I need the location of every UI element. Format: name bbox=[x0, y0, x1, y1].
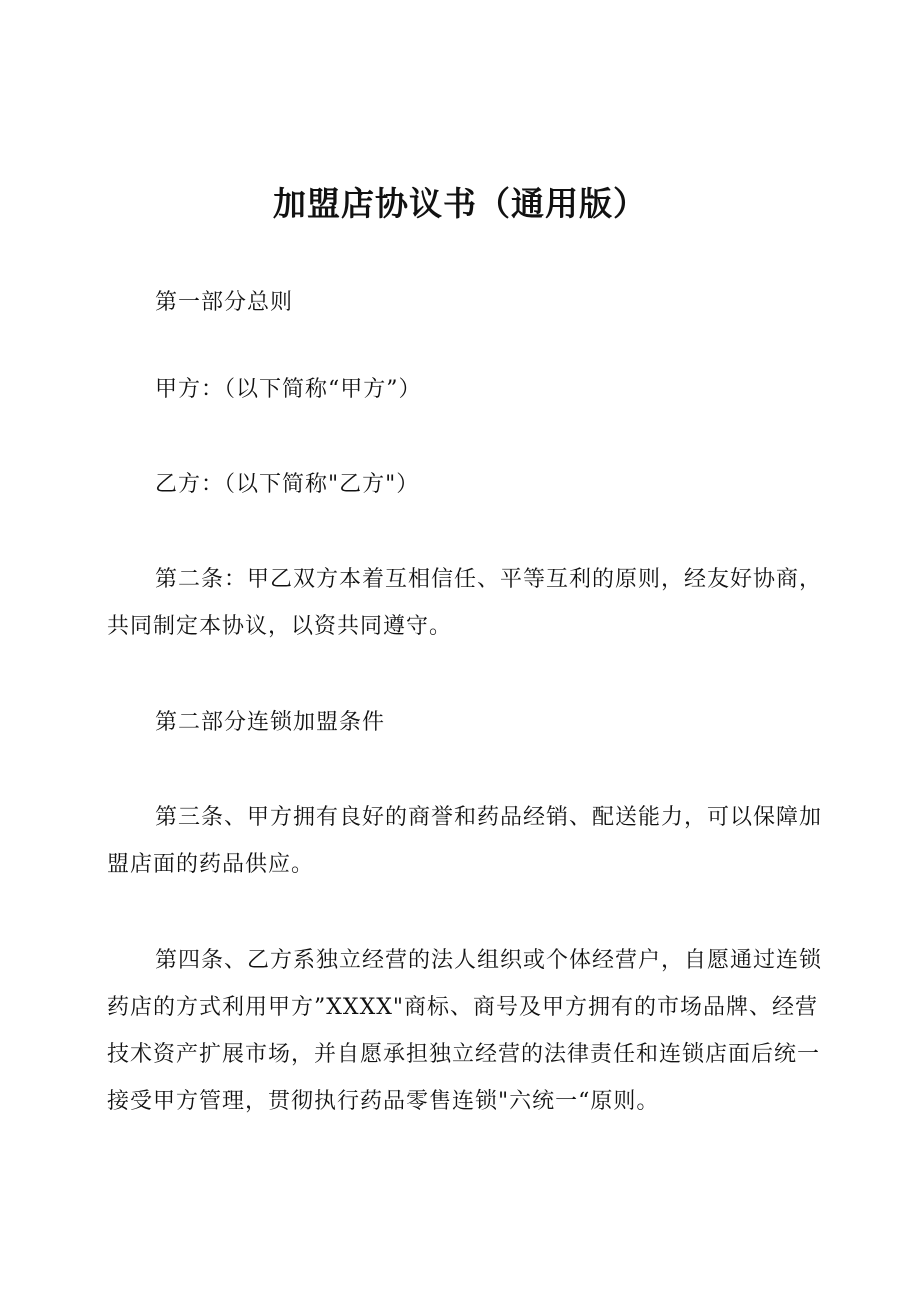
paragraph-line: 乙方：（以下简称"乙方"） bbox=[155, 472, 420, 497]
paragraph-line: 第一部分总则 bbox=[155, 290, 294, 315]
article-four-paragraph bbox=[107, 937, 827, 1125]
paragraph-line: 盟店面的药品供应。 bbox=[107, 852, 315, 877]
article-two-paragraph bbox=[107, 556, 827, 650]
paragraph-line: 接受甲方管理，贯彻执行药品零售连锁"六统一“原则。 bbox=[107, 1089, 660, 1114]
paragraph-line: 共同制定本协议，以资共同遵守。 bbox=[107, 614, 453, 639]
paragraph-line: 第三条、甲方拥有良好的商誉和药品经销、配送能力，可以保障加 bbox=[155, 805, 823, 830]
paragraph-line: 甲方：（以下简称“甲方”） bbox=[155, 377, 422, 402]
paragraph-line: 第四条、乙方系独立经营的法人组织或个体经营户，自愿通过连锁 bbox=[155, 948, 823, 973]
paragraph-line: 技术资产扩展市场，并自愿承担独立经营的法律责任和连锁店面后统一 bbox=[107, 1042, 821, 1067]
document-title: 加盟店协议书（通用版） bbox=[273, 184, 647, 223]
party-b-line bbox=[107, 461, 827, 508]
paragraph-line: 药店的方式利用甲方”XXXX"商标、商号及甲方拥有的市场品牌、经营 bbox=[107, 995, 819, 1020]
paragraph-line: 第二条：甲乙双方本着互相信任、平等互利的原则，经友好协商， bbox=[155, 567, 823, 592]
article-three-paragraph bbox=[107, 794, 827, 888]
section-heading-general bbox=[107, 279, 827, 326]
section-heading-franchise-conditions bbox=[107, 699, 827, 746]
party-a-line bbox=[107, 366, 827, 413]
paragraph-line: 第二部分连锁加盟条件 bbox=[155, 710, 386, 735]
